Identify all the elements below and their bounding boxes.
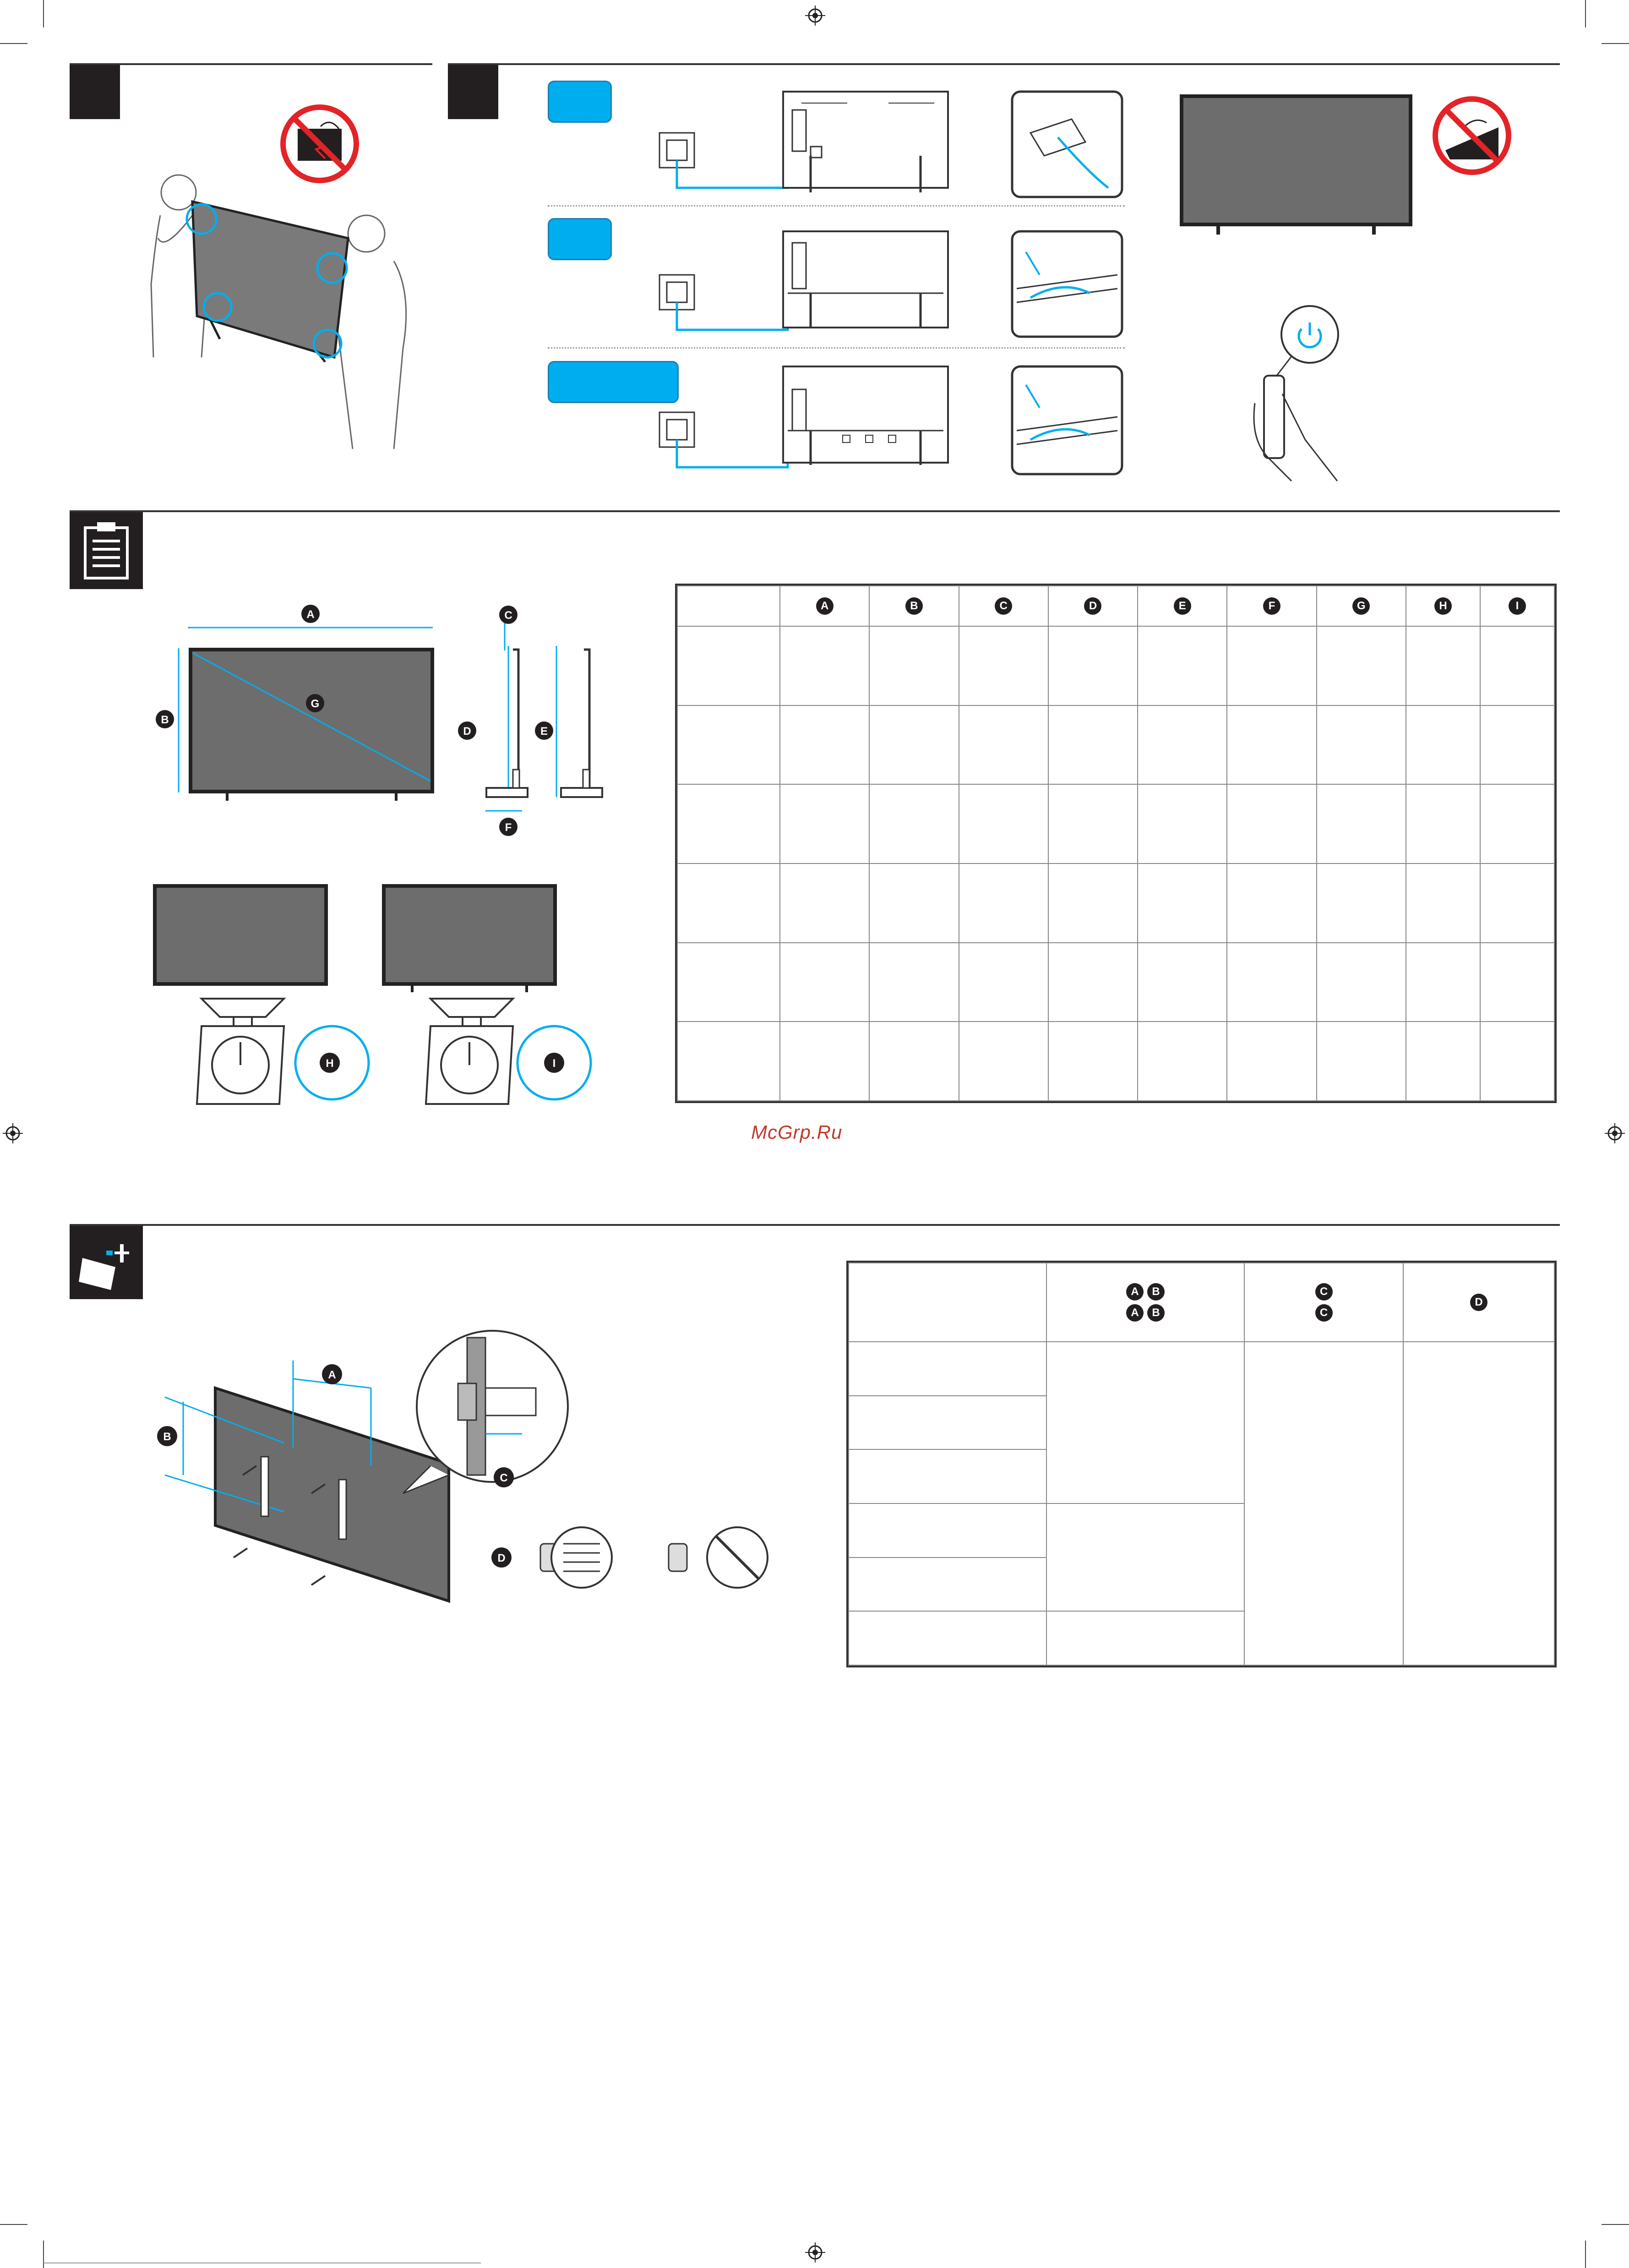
- connect-tag-1: [548, 81, 612, 123]
- weight-diagram: [147, 880, 650, 1118]
- wallmount-rule: [70, 1224, 1560, 1226]
- power-button-icon: [1237, 302, 1356, 486]
- specs-header-a: A: [780, 586, 869, 626]
- table-row: [677, 705, 1554, 785]
- step-box-carry: [70, 65, 120, 119]
- specs-header-g: G: [1317, 586, 1406, 626]
- dim-label-a: A: [306, 608, 315, 621]
- dim-label-d: D: [463, 725, 471, 738]
- specs-header-b: B: [869, 586, 959, 626]
- dim-label-f: F: [505, 821, 512, 834]
- wall-mount-icon: [70, 1226, 143, 1299]
- table-row: [849, 1342, 1554, 1396]
- wallmount-table: [846, 1261, 1557, 1667]
- dim-label-b: B: [161, 714, 169, 726]
- spec-rule: [70, 510, 1560, 512]
- mount-label-d: D: [497, 1552, 506, 1564]
- table-row: [677, 863, 1554, 943]
- no-hold-screen-icon: [279, 104, 360, 184]
- top-rule-left: [70, 63, 432, 65]
- dim-label-g: G: [311, 698, 320, 710]
- divider-2: [548, 347, 1125, 349]
- tv-front-illustration: [1177, 92, 1415, 238]
- specs-header-c: C: [959, 586, 1048, 626]
- divider-1: [548, 205, 1125, 207]
- table-row: [677, 626, 1554, 705]
- mount-header-screw: D: [1403, 1263, 1554, 1342]
- mount-header-model: [849, 1263, 1046, 1342]
- weight-label-h: H: [326, 1057, 334, 1070]
- dim-label-c: C: [504, 609, 512, 622]
- no-press-panel-icon: [1432, 95, 1512, 176]
- specs-header-i: I: [1480, 586, 1554, 626]
- step-box-connect: [448, 65, 498, 119]
- power-connection-diagram-2: [650, 224, 1136, 344]
- mount-header-screw-length: C C: [1244, 1263, 1403, 1342]
- specs-header-empty: [677, 586, 780, 626]
- power-connection-diagram-1: [650, 82, 1136, 202]
- spec-section-box: [70, 512, 143, 589]
- top-rule-right: [448, 63, 1560, 65]
- clipboard-specs-icon: [70, 512, 143, 589]
- dimensions-diagram: [147, 596, 650, 852]
- wallmount-section-box: [70, 1226, 143, 1299]
- watermark: McGrp.Ru: [751, 1121, 843, 1143]
- dim-label-e: E: [540, 725, 548, 738]
- specs-header-f: F: [1227, 586, 1316, 626]
- mount-header-vesa: A B A B: [1046, 1263, 1244, 1342]
- specs-header-e: E: [1138, 586, 1227, 626]
- connect-tag-2: [548, 218, 612, 260]
- wall-mount-diagram: [147, 1328, 797, 1622]
- specs-table: [675, 584, 1557, 1103]
- table-row: [677, 1022, 1554, 1101]
- mount-label-a: A: [328, 1369, 336, 1381]
- table-row: [677, 784, 1554, 863]
- table-row: [677, 943, 1554, 1022]
- specs-header-d: D: [1048, 586, 1138, 626]
- mount-label-c: C: [500, 1472, 508, 1484]
- specs-header-h: H: [1406, 586, 1480, 626]
- weight-label-i: I: [552, 1057, 556, 1070]
- mount-label-b: B: [163, 1431, 171, 1443]
- power-connection-diagram-3: [650, 362, 1136, 481]
